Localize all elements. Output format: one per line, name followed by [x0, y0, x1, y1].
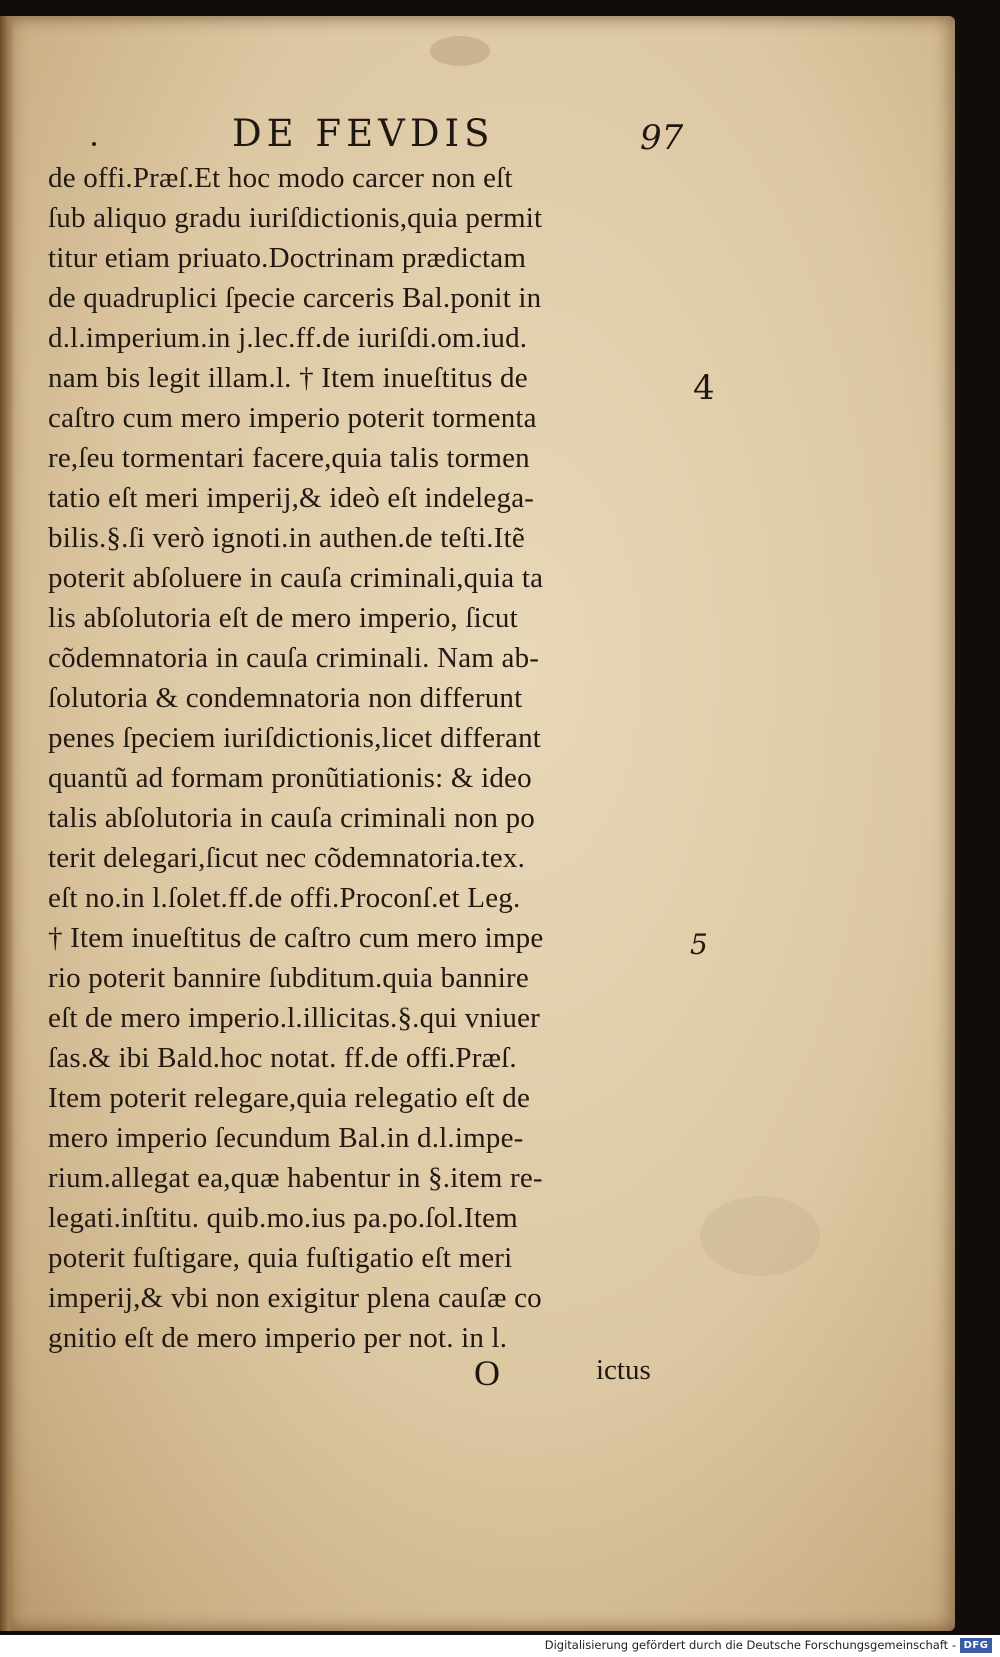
running-head: DE FEVDIS [232, 112, 495, 155]
dfg-logo: DFG [960, 1638, 992, 1653]
text-line: gnitio eſt de mero imperio per not. in l. [48, 1322, 508, 1354]
text-line: titur etiam priuato.Doctrinam prædictam [48, 242, 527, 274]
paper-stain [430, 36, 490, 66]
page-number: 97 [640, 118, 684, 158]
body-text [48, 158, 678, 1358]
text-line: ſub aliquo gradu iuriſdictionis,quia permit [48, 202, 543, 234]
text-line: terit delegari,ſicut nec cõdemnatoria.tex. [48, 842, 526, 874]
text-line: legati.inſtitu. quib.mo.ius pa.po.ſol.Item [48, 1202, 518, 1234]
margin-number: 4 [693, 368, 715, 408]
margin-number: 5 [690, 928, 708, 961]
text-line: cõdemnatoria in cauſa criminali. Nam ab- [48, 642, 540, 674]
text-line: talis abſolutoria in cauſa criminali non po [48, 802, 535, 834]
paper-stain [700, 1196, 820, 1276]
text-line: de offi.Præſ.Et hoc modo carcer non eſt [48, 162, 513, 194]
text-line: mero imperio ſecundum Bal.in d.l.impe- [48, 1122, 524, 1154]
text-line: † Item inueſtitus de caſtro cum mero impe [48, 922, 544, 954]
text-line: lis abſolutoria eſt de mero imperio, ſicut [48, 602, 518, 634]
text-line: ſolutoria & condemnatoria non differunt [48, 682, 523, 714]
ink-dot [92, 142, 96, 146]
text-line: quantũ ad formam pronũtiationis: & ideo [48, 762, 532, 794]
text-line: ſas.& ibi Bald.hoc notat. ff.de offi.Præſ. [48, 1042, 517, 1074]
text-line: d.l.imperium.in j.lec.ff.de iuriſdi.om.iud. [48, 322, 528, 354]
text-line: bilis.§.ſi verò ignoti.in authen.de teſti.Itẽ [48, 522, 525, 554]
text-line: re,ſeu tormentari facere,quia talis tormen [48, 442, 530, 474]
text-line: penes ſpeciem iuriſdictionis,licet differant [48, 722, 542, 754]
text-line: eſt de mero imperio.l.illicitas.§.qui vniuer [48, 1002, 541, 1034]
text-line: Item poterit relegare,quia relegatio eſt de [48, 1082, 531, 1114]
footer-bar [0, 1635, 1000, 1657]
text-line: de quadruplici ſpecie carceris Bal.ponit in [48, 282, 542, 314]
text-line: poterit fuſtigare, quia fuſtigatio eſt meri [48, 1242, 513, 1274]
text-line: poterit abſoluere in cauſa criminali,quia ta [48, 562, 544, 594]
text-line: caſtro cum mero imperio poterit tormenta [48, 402, 537, 434]
text-line: nam bis legit illam.l. † Item inueſtitus de [48, 362, 528, 394]
signature-mark: O [474, 1353, 500, 1393]
text-line: rio poterit bannire ſubditum.quia bannire [48, 962, 529, 994]
text-line: eſt no.in l.ſolet.ff.de offi.Proconſ.et Leg. [48, 882, 521, 914]
text-line: imperij,& vbi non exigitur plena cauſæ co [48, 1282, 542, 1314]
funding-credit: Digitalisierung gefördert durch die Deutsche Forschungsgemeinschaft - [544, 1638, 956, 1652]
page-header [0, 112, 955, 160]
catchword: ictus [596, 1354, 651, 1386]
page-gutter [0, 16, 14, 1631]
text-line: tatio eſt meri imperij,& ideò eſt indelega- [48, 482, 535, 514]
text-line: rium.allegat ea,quæ habentur in §.item re- [48, 1162, 543, 1194]
